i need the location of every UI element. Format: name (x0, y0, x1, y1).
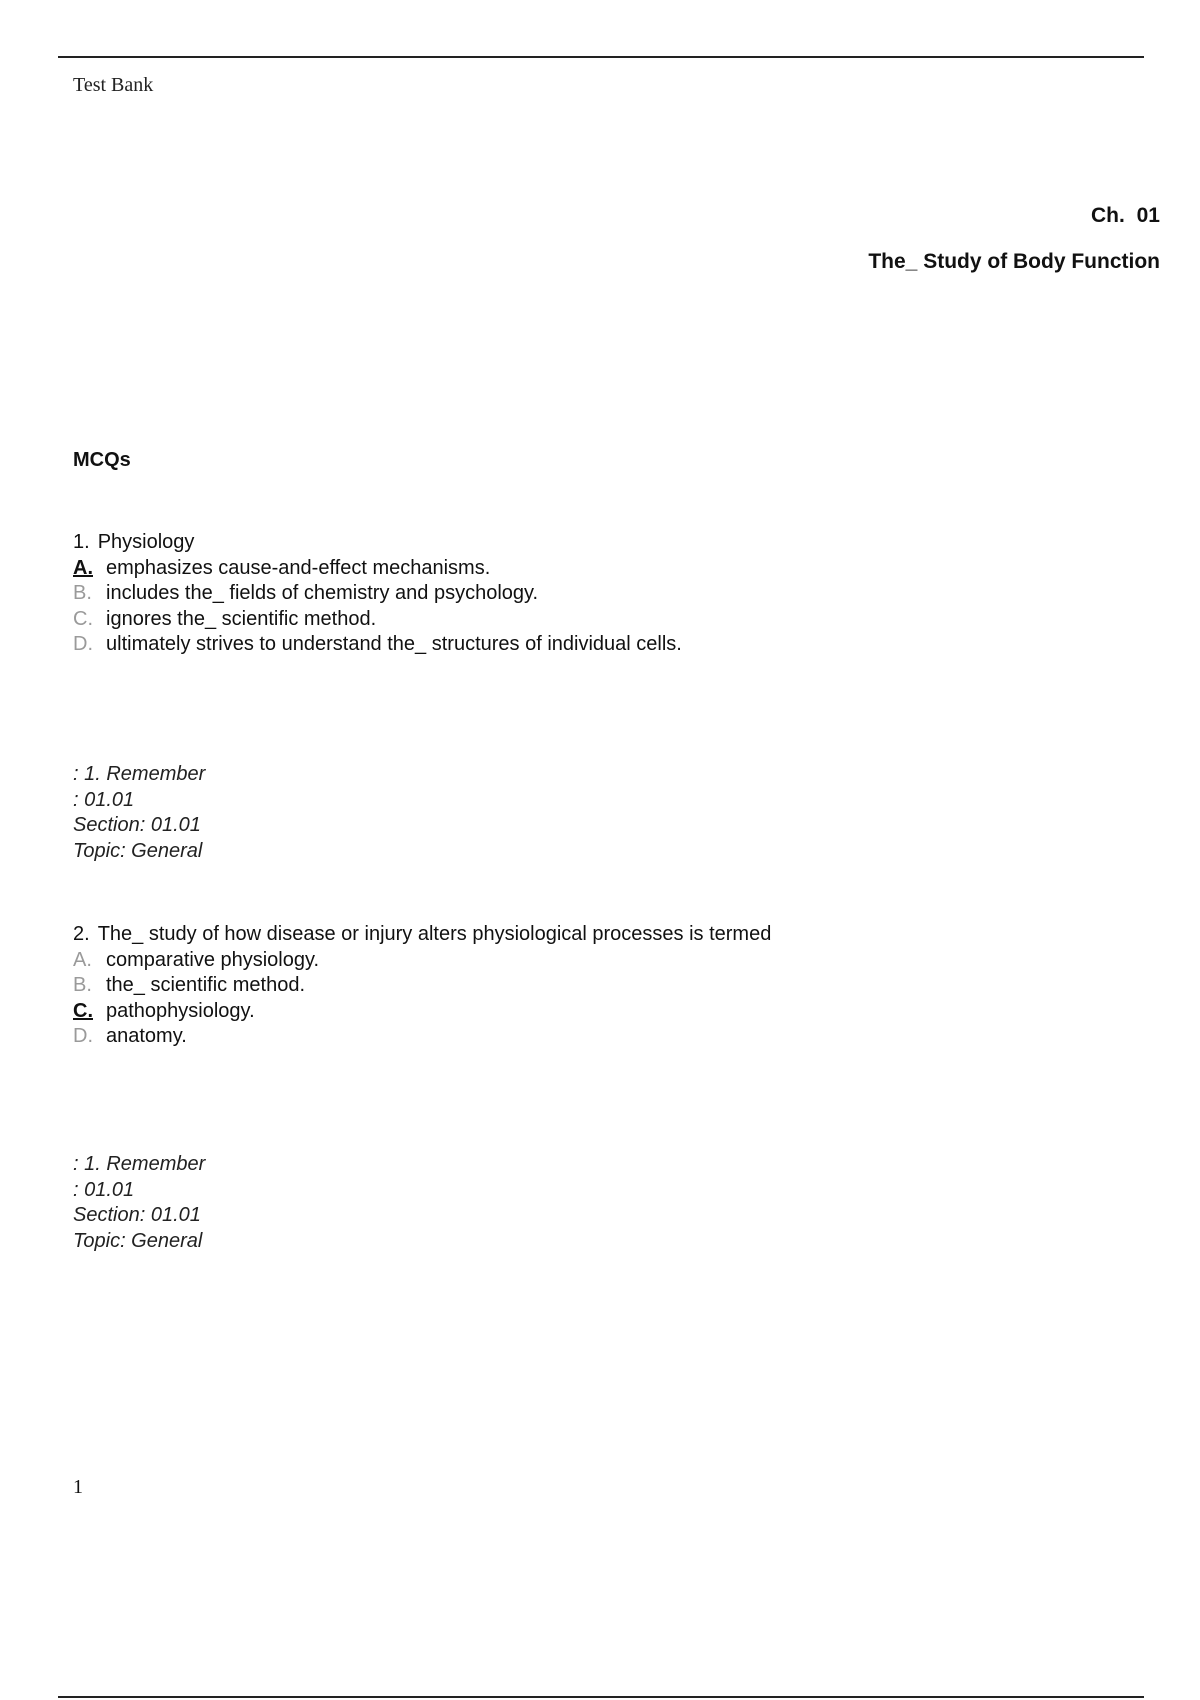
chapter-title: The_ Study of Body Function (868, 250, 1160, 273)
section-heading: MCQs (73, 449, 131, 471)
top-rule (58, 56, 1144, 58)
option-text: ignores the_ scientific method. (106, 607, 377, 630)
option-c (73, 607, 682, 633)
option-a-correct (73, 556, 682, 582)
option-text: emphasizes cause-and-effect mechanisms. (106, 556, 491, 579)
question-text: The_ study of how disease or injury alters physiological processes is termed (97, 923, 772, 945)
option-a (73, 948, 771, 974)
bloom-level: : 1. Remember (73, 1153, 206, 1175)
option-letter: A. (73, 948, 92, 971)
topic: Topic: General (73, 1229, 203, 1252)
option-text: anatomy. (106, 1025, 187, 1047)
page-number: 1 (73, 1476, 83, 1498)
option-d (73, 1024, 771, 1050)
section-ref: Section: 01.01 (73, 1204, 201, 1226)
page-header: Test Bank (73, 74, 154, 96)
learning-outcome: : 01.01 (73, 1178, 135, 1201)
option-b (73, 581, 682, 607)
question-number: 1. (73, 531, 90, 553)
bloom-level: : 1. Remember (73, 763, 206, 785)
option-letter: C. (73, 999, 93, 1022)
option-letter: D. (73, 1025, 93, 1047)
option-letter: D. (73, 633, 93, 655)
question-stem (73, 530, 682, 556)
question-2 (73, 922, 771, 1050)
question-1-metadata (73, 762, 205, 864)
option-c-correct (73, 999, 771, 1025)
question-text: Physiology (97, 531, 195, 553)
option-text: comparative physiology. (106, 948, 320, 971)
question-stem (73, 922, 771, 948)
option-text: includes the_ fields of chemistry and psychology. (106, 582, 539, 604)
question-number: 2. (73, 923, 90, 945)
option-letter: A. (73, 556, 93, 579)
option-text: ultimately strives to understand the_ structures of individual cells. (106, 633, 682, 655)
option-letter: B. (73, 582, 92, 604)
option-letter: C. (73, 607, 93, 630)
option-letter: B. (73, 974, 92, 996)
option-d (73, 632, 682, 658)
option-text: the_ scientific method. (106, 974, 305, 996)
option-text: pathophysiology. (106, 999, 255, 1022)
chapter-number: Ch. 01 (1090, 204, 1160, 227)
section-ref: Section: 01.01 (73, 814, 201, 836)
question-1 (73, 530, 682, 658)
topic: Topic: General (73, 839, 203, 862)
bottom-rule (58, 1696, 1144, 1698)
learning-outcome: : 01.01 (73, 788, 135, 811)
option-b (73, 973, 771, 999)
question-2-metadata (73, 1152, 205, 1254)
